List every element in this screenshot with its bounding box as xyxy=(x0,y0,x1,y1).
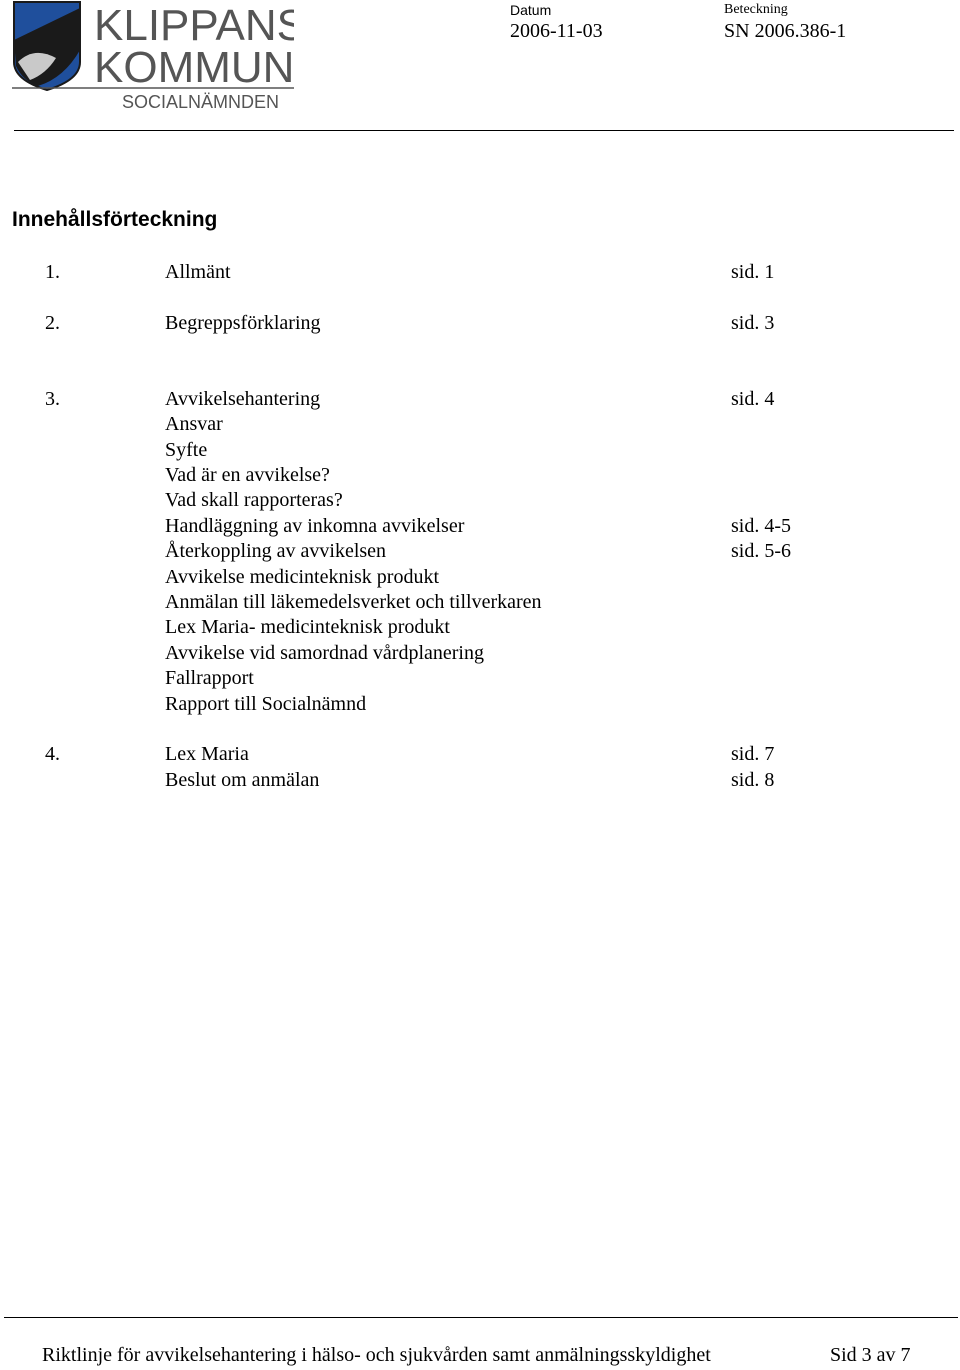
klippans-kommun-logo xyxy=(12,0,294,116)
date-label: Datum xyxy=(510,2,552,18)
toc-subitem-title: Fallrapport xyxy=(165,667,254,689)
toc-item-number: 3. xyxy=(45,388,60,410)
toc-item-page: sid. 4 xyxy=(731,388,775,410)
footer-page-number: Sid 3 av 7 xyxy=(830,1344,911,1366)
toc-subitem-page: sid. 4-5 xyxy=(731,515,791,537)
toc-subitem-title: Avvikelse medicinteknisk produkt xyxy=(165,566,440,588)
footer-divider xyxy=(4,1317,958,1318)
logo-brand-line2: KOMMUN xyxy=(94,43,294,92)
municipal-crest-icon xyxy=(12,0,294,116)
toc-subitem-title: Ansvar xyxy=(165,413,223,435)
toc-item-number: 4. xyxy=(45,743,60,765)
toc-subitem-title: Avvikelse vid samordnad vårdplanering xyxy=(165,642,484,664)
toc-subitem-page: sid. 8 xyxy=(731,769,775,791)
toc-item-page: sid. 7 xyxy=(731,743,775,765)
logo-department: SOCIALNÄMNDEN xyxy=(122,92,280,112)
toc-subitem-title: Lex Maria- medicinteknisk produkt xyxy=(165,616,450,638)
toc-subitem-title: Återkoppling av avvikelsen xyxy=(165,540,387,562)
date-value: 2006-11-03 xyxy=(510,20,603,42)
reference-value: SN 2006.386-1 xyxy=(724,20,847,42)
reference-label: Beteckning xyxy=(724,2,788,17)
toc-item-title: Begreppsförklaring xyxy=(165,312,321,334)
toc-subitem-title: Vad är en avvikelse? xyxy=(165,464,330,486)
toc-subitem-title: Beslut om anmälan xyxy=(165,769,320,791)
toc-item-page: sid. 3 xyxy=(731,312,775,334)
toc-item-page: sid. 1 xyxy=(731,261,775,283)
toc-item-number: 1. xyxy=(45,261,60,283)
toc-subitem-title: Anmälan till läkemedelsverket och tillverkaren xyxy=(165,591,542,613)
footer-document-title: Riktlinje för avvikelsehantering i hälso- och sjukvården samt anmälningsskyldighet xyxy=(42,1344,711,1366)
toc-subitem-title: Handläggning av inkomna avvikelser xyxy=(165,515,465,537)
logo-brand-line1: KLIPPANS xyxy=(94,1,294,50)
toc-heading: Innehållsförteckning xyxy=(12,208,218,231)
header-divider xyxy=(14,130,954,131)
toc-item-number: 2. xyxy=(45,312,60,334)
toc-item-title: Avvikelsehantering xyxy=(165,388,321,410)
toc-subitem-page: sid. 5-6 xyxy=(731,540,791,562)
toc-subitem-title: Rapport till Socialnämnd xyxy=(165,693,367,715)
toc-item-title: Lex Maria xyxy=(165,743,249,765)
toc-item-title: Allmänt xyxy=(165,261,231,283)
toc-subitem-title: Vad skall rapporteras? xyxy=(165,489,343,511)
toc-subitem-title: Syfte xyxy=(165,439,208,461)
